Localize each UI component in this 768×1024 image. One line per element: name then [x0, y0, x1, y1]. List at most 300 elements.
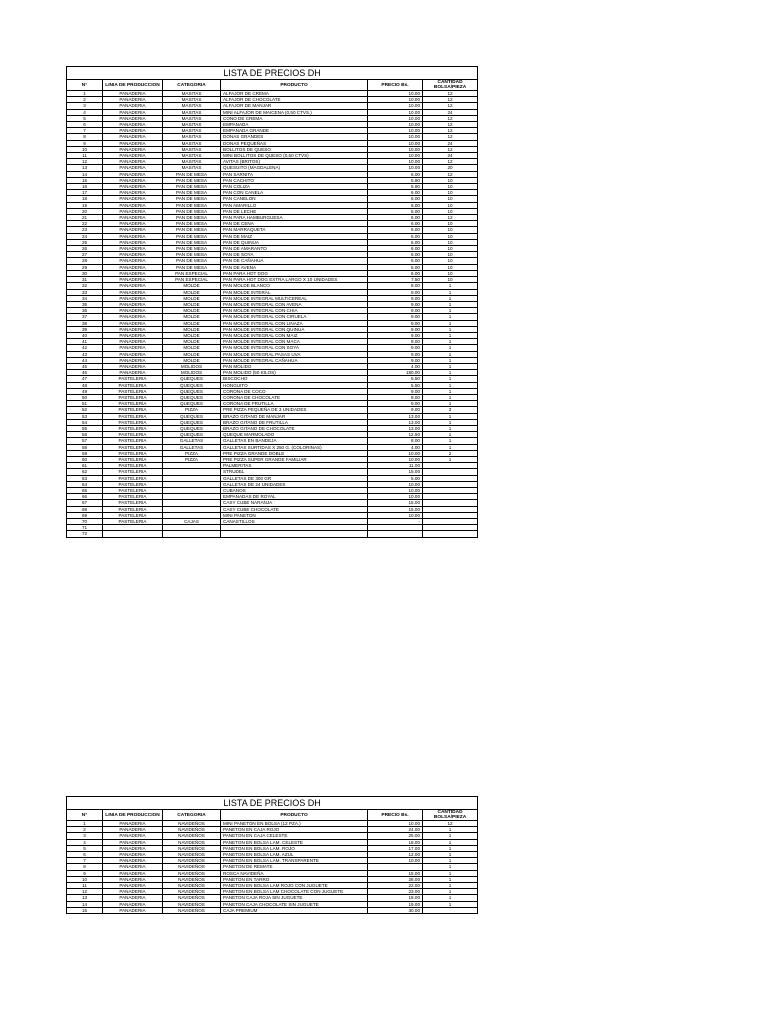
cell-producto: PAN MOLDE INTEGRAL CON LINAZA: [221, 320, 368, 326]
cell-producto: EMPANADAS DE ROYAL: [221, 494, 368, 500]
cell-categoria: MOLDE: [163, 332, 221, 338]
cell-linia: PANADERIA: [103, 184, 163, 190]
cell-linia: PASTELERIA: [103, 494, 163, 500]
cell-producto: BRAZO GITANO DE CHOCOLATE: [221, 425, 368, 431]
cell-linia: PASTELERIA: [103, 382, 163, 388]
cell-categoria: NAVIDEÑOS: [163, 833, 221, 839]
cell-linia: PANADERIA: [103, 196, 163, 202]
cell-producto: EMPANADA GRANDE: [221, 128, 368, 134]
cell-num: 65: [67, 488, 103, 494]
cell-linia: PANADERIA: [103, 115, 163, 121]
cell-precio: 6.00: [368, 270, 423, 276]
cell-linia: PANADERIA: [103, 283, 163, 289]
cell-precio: 8.00: [368, 438, 423, 444]
cell-num: 58: [67, 444, 103, 450]
cell-categoria: PAN DE MESA: [163, 264, 221, 270]
table-row: [67, 401, 478, 407]
cell-producto: CONO DE CREMA: [221, 115, 368, 121]
cell-cantidad: 10: [423, 258, 478, 264]
cell-num: 9: [67, 140, 103, 146]
cell-cantidad: 12: [423, 821, 478, 827]
cell-num: 34: [67, 295, 103, 301]
cell-producto: PAN PARA HOT DOG EXTRA LARGO X 10 UNIDADES: [221, 277, 368, 283]
cell-linia: PANADERIA: [103, 357, 163, 363]
cell-producto: BOLLITOS DE QUESO: [221, 146, 368, 152]
cell-categoria: PIZZA: [163, 407, 221, 413]
cell-precio: 10.00: [368, 494, 423, 500]
cell-categoria: PAN DE MESA: [163, 221, 221, 227]
cell-cantidad: 24: [423, 140, 478, 146]
cell-categoria: QUEQUES: [163, 419, 221, 425]
cell-num: 4: [67, 109, 103, 115]
cell-producto: PAN DE CENA: [221, 221, 368, 227]
header-linia: LINIA DE PRODUCCION: [103, 810, 163, 821]
cell-categoria: PIZZA: [163, 450, 221, 456]
cell-producto: PAN DE AMARANTO: [221, 246, 368, 252]
cell-num: 10: [67, 876, 103, 882]
cell-categoria: NAVIDEÑOS: [163, 864, 221, 870]
cell-num: 49: [67, 388, 103, 394]
cell-precio: 10.00: [368, 165, 423, 171]
cell-num: 24: [67, 233, 103, 239]
cell-cantidad: 10: [423, 208, 478, 214]
cell-categoria: MOLDE: [163, 326, 221, 332]
cell-linia: [103, 531, 163, 537]
cell-cantidad: 1: [423, 301, 478, 307]
cell-precio: 6.00: [368, 202, 423, 208]
cell-categoria: GALLETAS: [163, 438, 221, 444]
table-row: [67, 357, 478, 363]
cell-categoria: QUEQUES: [163, 432, 221, 438]
cell-producto: GALLETAS EN BANDEJA: [221, 438, 368, 444]
cell-cantidad: 10: [423, 221, 478, 227]
table-row: [67, 339, 478, 345]
cell-categoria: MASITAS: [163, 91, 221, 97]
table-row: [67, 845, 478, 851]
cell-cantidad: 1: [423, 883, 478, 889]
cell-categoria: MOLDE: [163, 351, 221, 357]
cell-num: 40: [67, 332, 103, 338]
cell-cantidad: 10: [423, 184, 478, 190]
cell-categoria: QUEQUES: [163, 388, 221, 394]
cell-linia: PANADERIA: [103, 351, 163, 357]
cell-linia: PANADERIA: [103, 246, 163, 252]
cell-categoria: NAVIDEÑOS: [163, 821, 221, 827]
cell-linia: PANADERIA: [103, 907, 163, 913]
header-precio: PRECIO Bs.: [368, 80, 423, 91]
cell-producto: PANETON EN BOLSA LAM. TRANSPARENTE: [221, 858, 368, 864]
cell-producto: PRE PIZZA GRANDE DOBLE: [221, 450, 368, 456]
cell-precio: 5.80: [368, 177, 423, 183]
table-row: [67, 326, 478, 332]
cell-num: 44: [67, 357, 103, 363]
cell-linia: PASTELERIA: [103, 475, 163, 481]
table-row: [67, 895, 478, 901]
cell-linia: PASTELERIA: [103, 394, 163, 400]
cell-categoria: CAJAS: [163, 519, 221, 525]
cell-cantidad: 10: [423, 233, 478, 239]
cell-cantidad: 1: [423, 901, 478, 907]
cell-num: 16: [67, 184, 103, 190]
cell-linia: PANADERIA: [103, 889, 163, 895]
cell-categoria: NAVIDEÑOS: [163, 895, 221, 901]
cell-producto: DONAS PEQUEÑAS: [221, 140, 368, 146]
cell-producto: PAN MOLDE INTEGRAL PASAS UVA: [221, 351, 368, 357]
cell-categoria: GALLETAS: [163, 444, 221, 450]
cell-producto: BRAZO GITANO DE FRUTILLA: [221, 419, 368, 425]
cell-precio: 9.00: [368, 301, 423, 307]
cell-precio: 180.00: [368, 370, 423, 376]
cell-num: 56: [67, 432, 103, 438]
header-producto: PRODUCTO: [221, 810, 368, 821]
cell-linia: PANADERIA: [103, 109, 163, 115]
cell-producto: AVITAS (BRITOS): [221, 159, 368, 165]
cell-categoria: PAN DE MESA: [163, 177, 221, 183]
cell-precio: 12.00: [368, 852, 423, 858]
cell-producto: PANETON EN BOLSA LAM ROJO CON JUGUETE: [221, 883, 368, 889]
cell-producto: PAN MOLDE INTEGRAL CON SOYA: [221, 345, 368, 351]
cell-producto: PAN SARNITA: [221, 171, 368, 177]
cell-producto: PAN DE QUINUA: [221, 239, 368, 245]
cell-num: 53: [67, 413, 103, 419]
cell-num: 3: [67, 833, 103, 839]
cell-categoria: MOLDE: [163, 357, 221, 363]
cell-num: 61: [67, 463, 103, 469]
cell-precio: 4.00: [368, 444, 423, 450]
cell-num: 5: [67, 115, 103, 121]
cell-precio: 10.00: [368, 115, 423, 121]
cell-producto: PAN MOLIDO (50 KILOS): [221, 370, 368, 376]
cell-num: 52: [67, 407, 103, 413]
cell-linia: PANADERIA: [103, 332, 163, 338]
cell-linia: PASTELERIA: [103, 444, 163, 450]
cell-linia: PASTELERIA: [103, 388, 163, 394]
cell-cantidad: 1: [423, 289, 478, 295]
table-row: [67, 425, 478, 431]
cell-cantidad: 1: [423, 839, 478, 845]
cell-cantidad: 10: [423, 264, 478, 270]
cell-precio: 10.00: [368, 91, 423, 97]
cell-categoria: MOLIDOS: [163, 370, 221, 376]
cell-categoria: MASITAS: [163, 128, 221, 134]
cell-precio: 10.00: [368, 481, 423, 487]
cell-producto: PAN MOLDE INTEGRAL CON MACA: [221, 339, 368, 345]
cell-precio: 5.00: [368, 475, 423, 481]
cell-precio: 10.00: [368, 821, 423, 827]
cell-producto: PAN DE AVENA: [221, 264, 368, 270]
cell-linia: PANADERIA: [103, 177, 163, 183]
cell-num: 57: [67, 438, 103, 444]
cell-precio: 9.00: [368, 357, 423, 363]
cell-linia: PANADERIA: [103, 289, 163, 295]
header-producto: PRODUCTO: [221, 80, 368, 91]
cell-precio: 10.00: [368, 159, 423, 165]
cell-num: 10: [67, 146, 103, 152]
cell-producto: PAN MOLDE INTEGRAL CAÑAHUA: [221, 357, 368, 363]
cell-precio: 6.00: [368, 196, 423, 202]
cell-num: 27: [67, 252, 103, 258]
cell-categoria: PAN DE MESA: [163, 258, 221, 264]
cell-categoria: MOLDE: [163, 320, 221, 326]
cell-producto: BRAZO GITANO DE MANJAR: [221, 413, 368, 419]
table-row: [67, 432, 478, 438]
cell-cantidad: [423, 531, 478, 537]
cell-linia: PANADERIA: [103, 258, 163, 264]
cell-producto: [221, 531, 368, 537]
cell-precio: 10.00: [368, 128, 423, 134]
cell-num: 33: [67, 289, 103, 295]
cell-precio: 6.00: [368, 252, 423, 258]
cell-categoria: QUEQUES: [163, 401, 221, 407]
cell-producto: PAN MOLDE INTERAL: [221, 289, 368, 295]
cell-producto: PAN MOLDE INTEGRAL CON QUINUA: [221, 326, 368, 332]
cell-cantidad: 10: [423, 252, 478, 258]
cell-categoria: MOLDE: [163, 314, 221, 320]
cell-categoria: MOLDE: [163, 339, 221, 345]
cell-producto: PANETON EN TARRO: [221, 876, 368, 882]
cell-linia: PANADERIA: [103, 153, 163, 159]
cell-producto: CASY CUBE CHOCOLATE: [221, 506, 368, 512]
table-row: [67, 332, 478, 338]
cell-cantidad: 1: [423, 308, 478, 314]
table-row: [67, 531, 478, 537]
cell-categoria: PAN DE MESA: [163, 233, 221, 239]
cell-precio: 10.00: [368, 122, 423, 128]
table-row: [67, 153, 478, 159]
cell-producto: CORONA DE FRUTILLA: [221, 401, 368, 407]
cell-linia: PANADERIA: [103, 221, 163, 227]
cell-cantidad: 1: [423, 394, 478, 400]
cell-linia: PANADERIA: [103, 370, 163, 376]
cell-producto: PAN MOLDE BLANCO: [221, 283, 368, 289]
cell-categoria: QUEQUES: [163, 376, 221, 382]
cell-linia: PANADERIA: [103, 190, 163, 196]
cell-linia: PASTELERIA: [103, 450, 163, 456]
price-list-table: [66, 66, 478, 538]
cell-producto: MINI BOLLITOS DE QUESO (0,50 CTVS): [221, 153, 368, 159]
cell-cantidad: 1: [423, 456, 478, 462]
cell-cantidad: 12: [423, 159, 478, 165]
table-row: [67, 394, 478, 400]
cell-producto: PAN DE MAIZ: [221, 233, 368, 239]
cell-cantidad: 1: [423, 858, 478, 864]
cell-num: 6: [67, 122, 103, 128]
cell-cantidad: 1: [423, 827, 478, 833]
cell-precio: 10.00: [368, 456, 423, 462]
cell-cantidad: 10: [423, 202, 478, 208]
header-cantidad: CANTIDAD BOLSA/PIEZA: [423, 80, 478, 91]
cell-cantidad: 10: [423, 277, 478, 283]
cell-producto: ALFAJOR DE CHOCOLATE: [221, 97, 368, 103]
cell-categoria: MASITAS: [163, 97, 221, 103]
cell-linia: PANADERIA: [103, 97, 163, 103]
cell-categoria: PAN DE MESA: [163, 184, 221, 190]
table-row: [67, 901, 478, 907]
cell-producto: PRE PIZZA SUPER GRANDE FAMILIAR: [221, 456, 368, 462]
cell-cantidad: 1: [423, 870, 478, 876]
cell-categoria: PAN ESPECIAL: [163, 270, 221, 276]
cell-categoria: PAN DE MESA: [163, 202, 221, 208]
cell-precio: 24.00: [368, 827, 423, 833]
table-title: LISTA DE PRECIOS DH: [67, 797, 478, 810]
table-row: [67, 165, 478, 171]
header-num: N°: [67, 810, 103, 821]
cell-categoria: NAVIDEÑOS: [163, 870, 221, 876]
cell-categoria: MASITAS: [163, 140, 221, 146]
cell-cantidad: 1: [423, 419, 478, 425]
cell-categoria: PIZZA: [163, 456, 221, 462]
cell-categoria: QUEQUES: [163, 425, 221, 431]
cell-cantidad: 12: [423, 103, 478, 109]
cell-num: 2: [67, 97, 103, 103]
table-row: [67, 413, 478, 419]
cell-categoria: MOLIDOS: [163, 363, 221, 369]
cell-producto: CANASTILLOS: [221, 519, 368, 525]
cell-producto: PAN PARA HAMBURGUESA: [221, 215, 368, 221]
cell-linia: PASTELERIA: [103, 469, 163, 475]
table-row: [67, 419, 478, 425]
table-row: [67, 907, 478, 913]
cell-num: 42: [67, 345, 103, 351]
cell-producto: PAN MOLDE INTEGRAL CON AVENA: [221, 301, 368, 307]
cell-categoria: NAVIDEÑOS: [163, 852, 221, 858]
cell-cantidad: 1: [423, 845, 478, 851]
cell-producto: PANETON EN BOLSA LAM. ROJO: [221, 845, 368, 851]
cell-linia: PANADERIA: [103, 326, 163, 332]
cell-linia: PANADERIA: [103, 295, 163, 301]
cell-categoria: PAN DE MESA: [163, 196, 221, 202]
cell-producto: ROSCA NAVIDEÑA: [221, 870, 368, 876]
cell-precio: 10.00: [368, 134, 423, 140]
cell-categoria: NAVIDEÑOS: [163, 883, 221, 889]
cell-cantidad: 12: [423, 171, 478, 177]
cell-precio: 4.00: [368, 363, 423, 369]
cell-linia: PANADERIA: [103, 339, 163, 345]
cell-linia: PANADERIA: [103, 264, 163, 270]
cell-producto: GALLETAS DE 300 GR: [221, 475, 368, 481]
cell-categoria: MASITAS: [163, 146, 221, 152]
cell-linia: PANADERIA: [103, 208, 163, 214]
cell-precio: 6.00: [368, 227, 423, 233]
cell-precio: 9.00: [368, 326, 423, 332]
cell-precio: 5.50: [368, 376, 423, 382]
cell-num: 4: [67, 839, 103, 845]
table-row: [67, 506, 478, 512]
cell-precio: 9.00: [368, 339, 423, 345]
cell-cantidad: 1: [423, 345, 478, 351]
cell-cantidad: 1: [423, 351, 478, 357]
cell-linia: PANADERIA: [103, 876, 163, 882]
cell-producto: ALFAJOR DE MANJAR: [221, 103, 368, 109]
table-row: [67, 277, 478, 283]
cell-precio: 28.00: [368, 876, 423, 882]
cell-categoria: PAN DE MESA: [163, 171, 221, 177]
cell-num: 5: [67, 845, 103, 851]
cell-precio: 6.00: [368, 246, 423, 252]
table-row: [67, 314, 478, 320]
cell-producto: PAN MOLDE INTEGRAL CON CIRUELA: [221, 314, 368, 320]
cell-num: 46: [67, 370, 103, 376]
table-row: [67, 351, 478, 357]
cell-producto: PANETON DE REMATE: [221, 864, 368, 870]
table-row: [67, 500, 478, 506]
cell-num: 22: [67, 221, 103, 227]
cell-num: 23: [67, 227, 103, 233]
cell-linia: PANADERIA: [103, 314, 163, 320]
table-row: [67, 450, 478, 456]
price-list-table-navidenos: [66, 796, 478, 914]
cell-categoria: NAVIDEÑOS: [163, 845, 221, 851]
cell-categoria: NAVIDEÑOS: [163, 827, 221, 833]
cell-linia: PANADERIA: [103, 845, 163, 851]
cell-producto: PANETON EN CAJA ROJO: [221, 827, 368, 833]
cell-producto: PANETON EN BOLSA LAM CHOCOLATE CON JUGUETE: [221, 889, 368, 895]
cell-producto: EMPANADA: [221, 122, 368, 128]
cell-num: 72: [67, 531, 103, 537]
cell-cantidad: 1: [423, 332, 478, 338]
cell-precio: 13.00: [368, 419, 423, 425]
header-linia: LINIA DE PRODUCCION: [103, 80, 163, 91]
cell-producto: CUBANOS: [221, 488, 368, 494]
cell-precio: 6.00: [368, 171, 423, 177]
cell-precio: 15.00: [368, 506, 423, 512]
cell-cantidad: 10: [423, 190, 478, 196]
cell-linia: PASTELERIA: [103, 407, 163, 413]
cell-linia: PASTELERIA: [103, 481, 163, 487]
cell-precio: 12.50: [368, 432, 423, 438]
cell-cantidad: 12: [423, 122, 478, 128]
cell-num: 13: [67, 895, 103, 901]
cell-cantidad: 1: [423, 320, 478, 326]
cell-cantidad: 24: [423, 153, 478, 159]
cell-linia: PASTELERIA: [103, 419, 163, 425]
cell-producto: PAN MOLIDO: [221, 363, 368, 369]
cell-precio: 9.00: [368, 388, 423, 394]
cell-cantidad: 1: [423, 363, 478, 369]
cell-num: 55: [67, 425, 103, 431]
cell-categoria: NAVIDEÑOS: [163, 858, 221, 864]
cell-precio: 6.00: [368, 264, 423, 270]
cell-linia: PASTELERIA: [103, 519, 163, 525]
cell-num: 19: [67, 202, 103, 208]
cell-cantidad: 10: [423, 239, 478, 245]
cell-producto: PAN AMARILLO: [221, 202, 368, 208]
cell-producto: CASY CUBE NARANJA: [221, 500, 368, 506]
cell-num: 71: [67, 525, 103, 531]
cell-categoria: QUEQUES: [163, 394, 221, 400]
header-categoria: CATEGORIA: [163, 80, 221, 91]
cell-cantidad: 1: [423, 388, 478, 394]
header-precio: PRECIO Bs.: [368, 810, 423, 821]
table-row: [67, 456, 478, 462]
cell-linia: PANADERIA: [103, 858, 163, 864]
cell-precio: 6.00: [368, 208, 423, 214]
cell-precio: 25.00: [368, 833, 423, 839]
cell-linia: PANADERIA: [103, 233, 163, 239]
cell-precio: 18.00: [368, 895, 423, 901]
cell-precio: 5.80: [368, 184, 423, 190]
cell-cantidad: 10: [423, 177, 478, 183]
cell-linia: PANADERIA: [103, 128, 163, 134]
cell-linia: PASTELERIA: [103, 401, 163, 407]
cell-producto: PAN PARA HOT DOG: [221, 270, 368, 276]
cell-num: 54: [67, 419, 103, 425]
table-row: [67, 345, 478, 351]
cell-num: 62: [67, 469, 103, 475]
cell-precio: 9.00: [368, 314, 423, 320]
cell-producto: PAN MARRAQUETA: [221, 227, 368, 233]
cell-cantidad: 1: [423, 401, 478, 407]
